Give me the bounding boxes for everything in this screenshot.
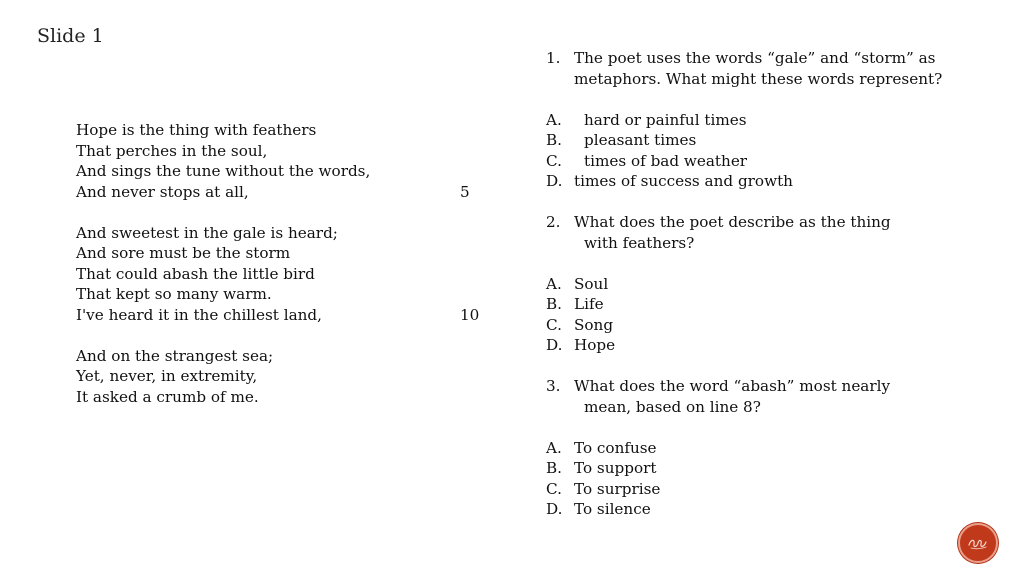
- question-1-continued: metaphors. What might these words represent?: [574, 69, 943, 88]
- poem-line: And sings the tune without the words,: [76, 162, 371, 180]
- answer-option: C. times of bad weather: [546, 151, 748, 170]
- poem-line: That kept so many warm.: [76, 285, 272, 303]
- poem-line: Hope is the thing with feathers: [76, 121, 317, 139]
- answer-option: A. hard or painful times: [546, 110, 747, 129]
- question-2: 2. What does the poet describe as the thing: [546, 213, 891, 231]
- handwriting-swirl-icon: [965, 530, 991, 556]
- question-2-continued: with feathers?: [584, 233, 695, 252]
- answer-option: D. times of success and growth: [546, 172, 793, 190]
- answer-option: A. Soul: [546, 274, 609, 293]
- poem-line: It asked a crumb of me.: [76, 387, 259, 406]
- poem-line: And never stops at all, 5: [76, 182, 470, 201]
- slide-nav-button[interactable]: [958, 523, 998, 563]
- poem-line: That could abash the little bird: [76, 264, 315, 283]
- question-3: 3. What does the word “abash” most nearly: [546, 377, 891, 395]
- poem-line: That perches in the soul,: [76, 141, 268, 160]
- poem: [76, 120, 486, 407]
- poem-line: And on the strangest sea;: [76, 346, 274, 365]
- answer-option: B. pleasant times: [546, 131, 697, 149]
- answer-option: A. To confuse: [546, 438, 657, 457]
- poem-line: I've heard it in the chillest land, 10: [76, 305, 480, 324]
- question-1: 1. The poet uses the words “gale” and “storm” as: [546, 49, 936, 67]
- answer-option: B. Life: [546, 295, 604, 313]
- line-number: 10: [460, 305, 480, 324]
- poem-line: And sore must be the storm: [76, 244, 291, 262]
- answer-option: C. Song: [546, 315, 614, 334]
- answer-option: D. Hope: [546, 336, 616, 354]
- line-number: 5: [460, 182, 470, 201]
- slide-title: Slide 1: [37, 25, 104, 47]
- quiz-questions: [546, 48, 986, 520]
- answer-option: B. To support: [546, 459, 657, 477]
- poem-line: Yet, never, in extremity,: [76, 367, 258, 385]
- question-3-continued: mean, based on line 8?: [584, 397, 761, 416]
- poem-line: And sweetest in the gale is heard;: [76, 223, 338, 242]
- answer-option: D. To silence: [546, 500, 651, 518]
- answer-option: C. To surprise: [546, 479, 661, 498]
